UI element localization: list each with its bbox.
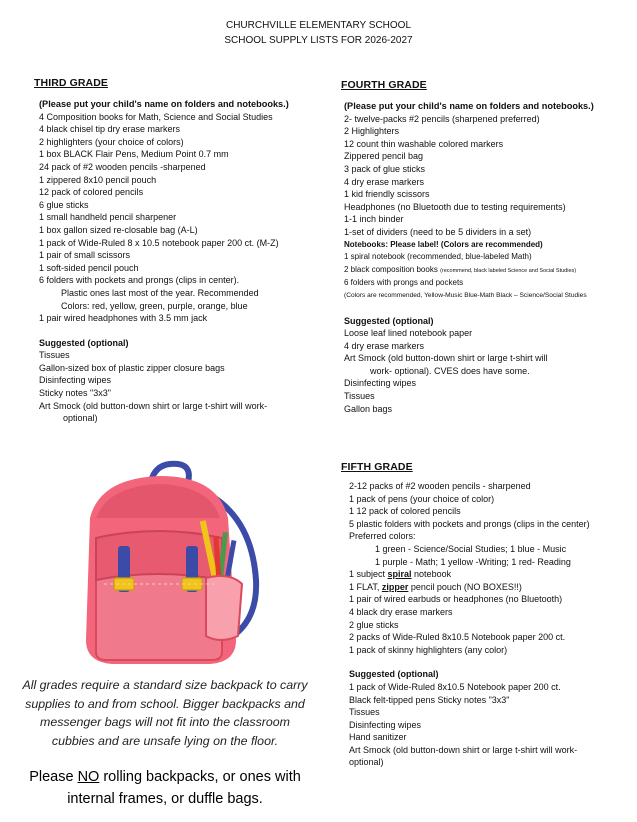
list-item: 1 pair wired headphones with 3.5 mm jack [39, 313, 208, 324]
list-item: 4 dry erase markers [344, 176, 425, 187]
list-item: Art Smock (old button-down shirt or large t-shirt will [344, 353, 548, 364]
list-item: 1 pair of wired earbuds or headphones (no Bluetooth) [349, 594, 563, 605]
list-item: 4 Composition books for Math, Science and Social Studies [39, 111, 273, 122]
school-name: CHURCHVILLE ELEMENTARY SCHOOL [225, 20, 412, 31]
list-item: Preferred colors: [349, 531, 416, 542]
spiral-post: notebook [411, 569, 452, 580]
list-item: Gallon-sized box of plastic zipper closure bags [39, 362, 225, 373]
document-header [0, 18, 637, 48]
list-item: 2 glue sticks [349, 619, 399, 630]
list-item: 6 folders with pockets and prongs (clips in center). [39, 275, 240, 286]
spiral-word: spiral [387, 569, 412, 580]
list-item: 1-1 inch binder [344, 214, 404, 225]
list-item: 1 small handheld pencil sharpener [39, 212, 177, 223]
list-item: 1 pair of small scissors [39, 250, 131, 261]
list-item: Colors: red, yellow, green, purple, orange, blue [61, 300, 248, 311]
list-item: Sticky notes "3x3" [39, 388, 111, 399]
fourth-grade-list [344, 100, 636, 415]
list-item: 4 black dry erase markers [349, 606, 453, 617]
list-item: 1 zippered 8x10 pencil pouch [39, 174, 157, 185]
list-item: 2- twelve-packs #2 pencils (sharpened preferred) [344, 113, 540, 124]
list-item: (Colors are recommended, Yellow-Music Blue-Math Black – Science/Social Studies [344, 291, 587, 299]
list-item [344, 264, 636, 278]
list-item: 24 pack of #2 wooden pencils -sharpened [39, 161, 206, 172]
fifth-suggested-title: Suggested (optional) [349, 669, 439, 680]
list-item: 3 pack of glue sticks [344, 163, 426, 174]
list-item: 2 packs of Wide-Ruled 8x10.5 Notebook paper 200 ct. [349, 632, 566, 643]
list-item: work- optional). CVES does have some. [370, 365, 530, 376]
list-item: 1 pack of Wide-Ruled 8x10.5 Notebook paper 200 ct. [349, 681, 561, 692]
list-item: 1 box BLACK Flair Pens, Medium Point 0.7 mm [39, 149, 229, 160]
warning-post: rolling backpacks, or ones with internal frames, or duffle bags. [67, 769, 301, 807]
backpack-requirement-text: All grades require a standard size backpack to carry supplies to and from school. Bigger backpacks and messenger bags will not fit into the classroom cubbies and are unsafe lying on the floor. [22, 678, 308, 748]
third-grade-title: THIRD GRADE [34, 77, 109, 89]
list-item: 2-12 packs of #2 wooden pencils - sharpened [349, 481, 531, 491]
list-item: Tissues [344, 391, 375, 402]
third-grade-list [39, 98, 329, 425]
buckle-right [182, 578, 202, 590]
notebooks-label: Notebooks: Please label! (Colors are recommended) [344, 239, 543, 249]
flap-shape [96, 531, 222, 580]
warning-no: NO [77, 769, 100, 785]
spiral-pre: 1 subject [349, 569, 388, 580]
list-item: 5 plastic folders with pockets and prongs (clips in the center) [349, 518, 590, 529]
list-item: Disinfecting wipes [344, 378, 417, 389]
list-item: Gallon bags [344, 403, 393, 414]
list-item: Art Smock (old button-down shirt or large t-shirt will work- [349, 744, 578, 755]
list-item: 4 dry erase markers [344, 340, 425, 351]
list-item: 12 pack of colored pencils [39, 187, 144, 198]
zipper-pre: 1 FLAT, [349, 581, 382, 592]
list-item: Art Smock (old button-down shirt or large t-shirt will work- [39, 400, 268, 411]
list-item: 1 12 pack of colored pencils [349, 506, 461, 517]
composition-text: 2 black composition books [344, 264, 438, 274]
list-item: 1-set of dividers (need to be 5 dividers in a set) [344, 226, 532, 237]
list-item: Zippered pencil bag [344, 151, 424, 162]
fifth-grade-list [349, 480, 634, 769]
fourth-grade-note: (Please put your child's name on folders and notebooks.) [344, 101, 594, 111]
fifth-grade-title: FIFTH GRADE [341, 461, 413, 473]
list-item: Hand sanitizer [349, 732, 407, 743]
list-item: Disinfecting wipes [39, 375, 112, 386]
list-item: 1 pack of skinny highlighters (any color) [349, 644, 508, 655]
list-item: optional) [63, 413, 98, 424]
list-item: Headphones (no Bluetooth due to testing requirements) [344, 201, 566, 212]
list-item: Loose leaf lined notebook paper [344, 328, 473, 339]
list-item: 2 highlighters (your choice of colors) [39, 136, 184, 147]
list-item: optional) [349, 757, 384, 768]
list-item: Tissues [349, 707, 380, 718]
list-item [349, 581, 634, 594]
list-item: 1 spiral notebook (recommended, blue-labeled Math) [344, 252, 532, 262]
fourth-suggested-title: Suggested (optional) [344, 315, 434, 326]
list-item: 1 kid friendly scissors [344, 189, 430, 200]
third-grade-note: (Please put your child's name on folders and notebooks.) [39, 99, 289, 109]
list-item: Black felt-tipped pens Sticky notes "3x3" [349, 694, 510, 705]
list-item: 12 count thin washable colored markers [344, 138, 504, 149]
list-item: 6 folders with prongs and pockets [344, 278, 464, 288]
composition-note: (recommend, black labeled Science and Social Studies) [440, 267, 577, 274]
list-item: 4 black chisel tip dry erase markers [39, 124, 181, 135]
list-item: 1 box gallon sized re-closable bag (A-L) [39, 224, 198, 235]
list-item: 6 glue sticks [39, 199, 89, 210]
list-item: 1 pack of Wide-Ruled 8 x 10.5 notebook paper 200 ct. (M-Z) [39, 237, 279, 248]
warning-pre: Please [29, 769, 78, 785]
zipper-post: pencil pouch (NO BOXES!!) [408, 581, 522, 592]
list-item: 1 green - Science/Social Studies; 1 blue - Music [375, 543, 567, 554]
third-suggested-title: Suggested (optional) [39, 337, 129, 348]
fourth-grade-title: FOURTH GRADE [341, 79, 427, 91]
list-item: Tissues [39, 350, 70, 361]
list-item: 2 Highlighters [344, 126, 400, 137]
list-item: 1 purple - Math; 1 yellow -Writing; 1 red- Reading [375, 556, 571, 567]
backpack-warning-text [20, 766, 310, 810]
zipper-word: zipper [381, 581, 409, 592]
list-item: 1 soft-sided pencil pouch [39, 262, 139, 273]
list-item [349, 568, 634, 581]
side-pocket-shape [206, 576, 242, 640]
document-title: SCHOOL SUPPLY LISTS FOR 2026-2027 [224, 35, 413, 46]
list-item: Disinfecting wipes [349, 719, 422, 730]
backpack-icon [60, 460, 275, 670]
list-item: Plastic ones last most of the year. Recommended [61, 287, 259, 298]
list-item: 1 pack of pens (your choice of color) [349, 493, 495, 504]
